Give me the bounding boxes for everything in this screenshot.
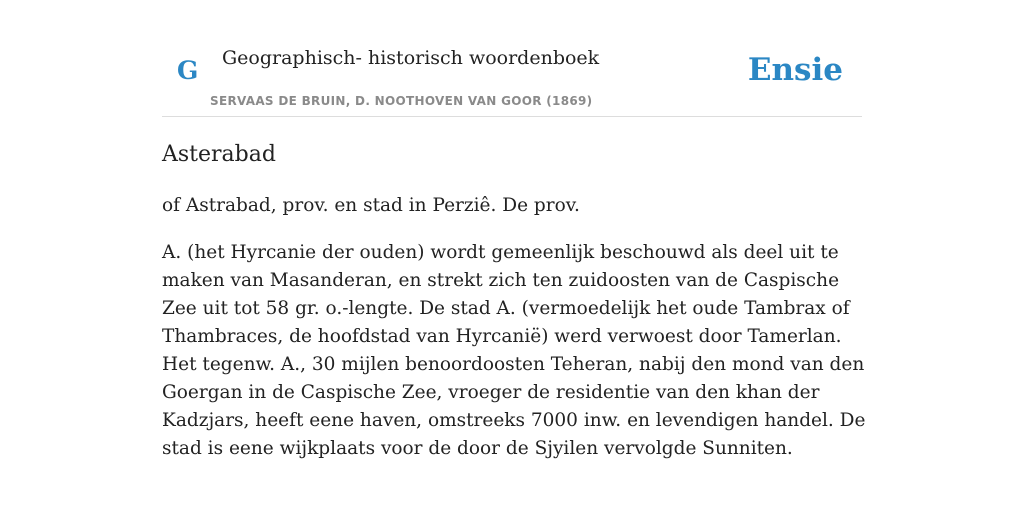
dictionary-header bbox=[162, 0, 862, 117]
entry-paragraph: of Astrabad, prov. en stad in Perziê. De prov. bbox=[162, 195, 580, 216]
dictionary-logo-icon[interactable]: G bbox=[177, 56, 199, 85]
entry-title: Asterabad bbox=[162, 142, 276, 167]
ensie-logo[interactable]: Ensie bbox=[747, 52, 843, 88]
book-title[interactable]: Geographisch- historisch woordenboek bbox=[222, 47, 600, 69]
entry-paragraph: A. (het Hyrcanie der ouden) wordt gemeenlijk beschouwd als deel uit te maken van Masanderan, en strekt zich ten zuidoosten van de Caspische Zee uit tot 58 gr. o.-lengte. De stad A. (vermoedelijk het oude Tambrax of Thambraces, de hoofdstad van Hyrcanië) werd verwoest door Tamerlan. Het tegenw. A., 30 mijlen benoordoosten Teheran, nabij den mond van den Goergan in de Caspische Zee, vroeger de residentie van den khan der Kadzjars, heeft eene haven, omstreeks 7000 inw. en levendigen handel. De stad is eene wijkplaats voor de door de Sjyilen vervolgde Sunniten. bbox=[162, 242, 866, 459]
book-authors: SERVAAS DE BRUIN, D. NOOTHOVEN VAN GOOR (1869) bbox=[210, 94, 593, 108]
